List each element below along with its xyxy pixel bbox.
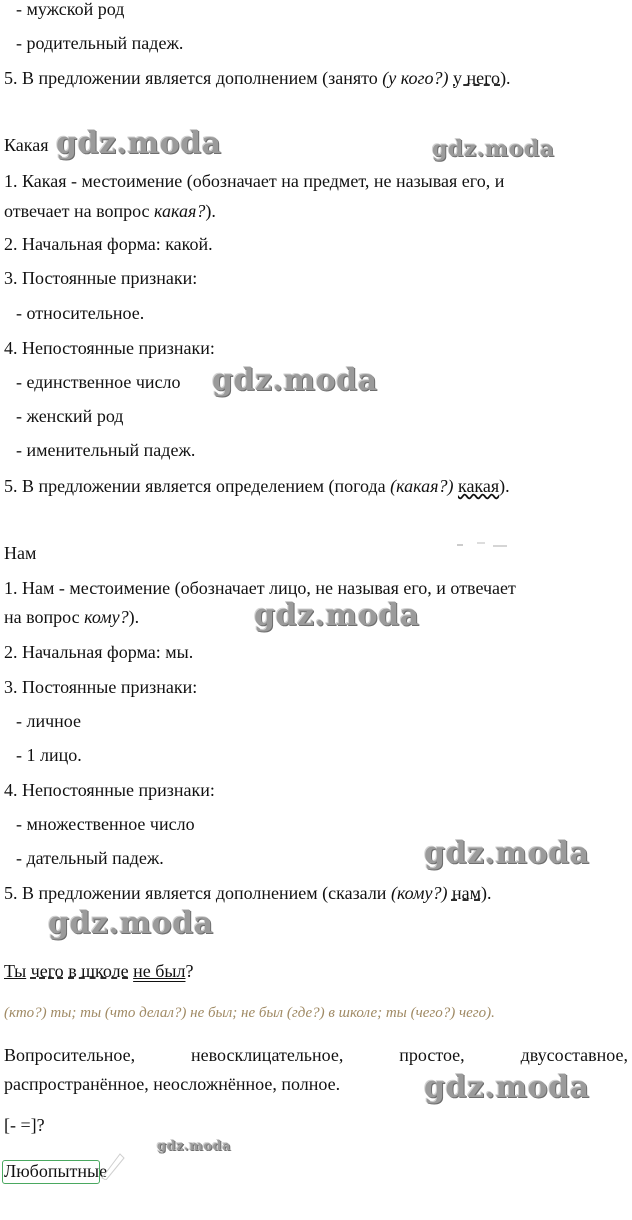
kakaya-item-3-line-1: - относительное. [16,303,145,323]
kakaya-item-4-line-2: - женский род [16,406,124,426]
kakaya-item-1b: отвечает на вопрос какая?). [4,201,216,221]
nam-item-4: 4. Непостоянные признаки: [4,780,215,800]
section-title-nam: Нам [4,543,37,563]
prev-item-5: 5. В предложении является дополнением (занято (у кого?) у него). [4,68,511,88]
last-word: Любопытные [4,1161,108,1181]
kakaya-item-4-line-1: - единственное число [16,372,181,392]
watermark: gdz.moda [254,598,420,633]
nam-item-4-line-1: - множественное число [16,814,195,834]
nam-item-1a: 1. Нам - местоимение (обозначает лицо, не называя его, и отвечает [4,578,516,598]
nam-item-3: 3. Постоянные признаки: [4,677,198,697]
sentence-scheme: [- =]? [4,1115,45,1135]
watermark: gdz.moda [157,1139,232,1154]
nam-item-2: 2. Начальная форма: мы. [4,642,194,662]
watermark: gdz.moda [56,126,222,161]
watermark: gdz.moda [212,363,378,398]
watermark: gdz.moda [432,136,555,162]
kakaya-item-4-line-3: - именительный падеж. [16,440,196,460]
sentence: Ты чего в школе не был? [4,961,194,981]
nam-item-3-line-1: - личное [16,711,82,731]
nam-item-1b: на вопрос кому?). [4,607,140,627]
watermark: gdz.moda [424,836,590,871]
kakaya-item-5: 5. В предложении является определением (погода (какая?) какая). [4,476,510,496]
kakaya-item-3: 3. Постоянные признаки: [4,268,198,288]
section-title-kakaya: Какая [4,135,49,155]
pencil-mark-icon [100,1150,126,1180]
watermark: gdz.moda [48,906,214,941]
scan-noise-icon [455,538,515,552]
prev-line-1: - мужской род [16,0,125,19]
kakaya-item-4: 4. Непостоянные признаки: [4,338,215,358]
watermark: gdz.moda [424,1070,590,1105]
kakaya-item-1a: 1. Какая - местоимение (обозначает на предмет, не называя его, и [4,171,505,191]
highlight-box [2,1160,100,1184]
kakaya-item-2: 2. Начальная форма: какой. [4,234,213,254]
nam-item-5: 5. В предложении является дополнением (сказали (кому?) нам). [4,883,492,903]
sentence-description-1: Вопросительное, невосклицательное, простое, двусоставное, [4,1045,628,1065]
sentence-description-2: распространённое, неосложнённое, полное. [4,1074,341,1094]
sentence-analysis: (кто?) ты; ты (что делал?) не был; не был (где?) в школе; ты (чего?) чего). [4,1005,495,1021]
nam-item-4-line-2: - дательный падеж. [16,848,164,868]
prev-line-2: - родительный падеж. [16,33,184,53]
nam-item-3-line-2: - 1 лицо. [16,745,82,765]
